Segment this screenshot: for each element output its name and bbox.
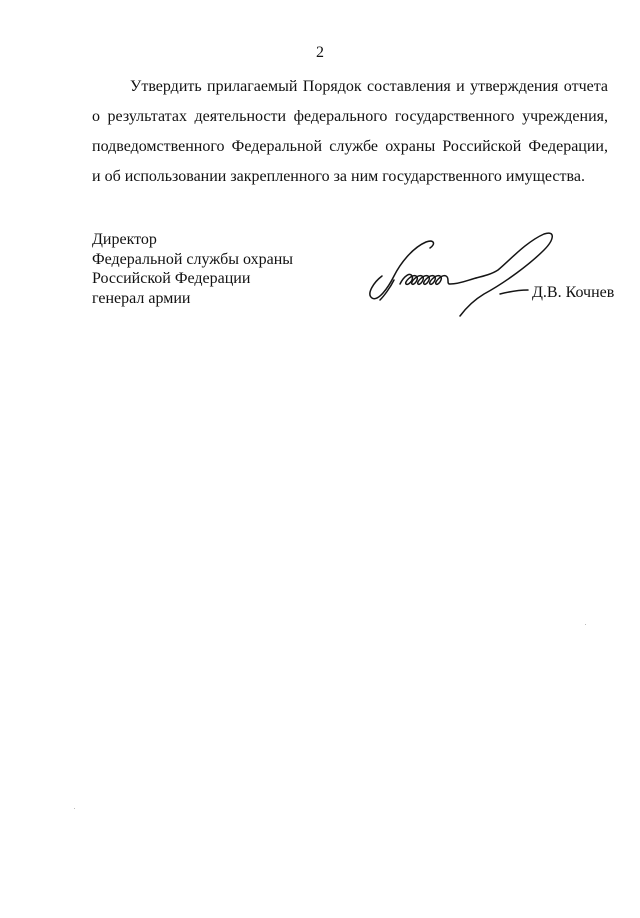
signatory-title-line-3: Российской Федерации	[92, 270, 251, 287]
paragraph-line-2: о результатах деятельности федерального государственного учреждения,	[92, 108, 608, 125]
page-number: 2	[316, 44, 324, 61]
scan-speck	[74, 808, 75, 809]
signatory-title	[92, 230, 293, 308]
signatory-name: Д.В. Кочнев	[532, 284, 615, 301]
paragraph-line-3: подведомственного Федеральной службе охраны Российской Федерации,	[92, 138, 608, 155]
paragraph	[92, 72, 608, 192]
scan-speck	[585, 624, 586, 625]
signatory-title-line-2: Федеральной службы охраны	[92, 250, 294, 268]
signatory-title-line-1: Директор	[92, 231, 157, 248]
paragraph-line-4: и об использовании закрепленного за ним государственного имущества.	[92, 168, 585, 185]
signatory-title-line-4: генерал армии	[92, 289, 191, 307]
order-paragraph	[92, 72, 608, 192]
handwritten-signature	[360, 226, 560, 322]
paragraph-line-1: Утвердить прилагаемый Порядок составления и утверждения отчета	[130, 78, 608, 95]
